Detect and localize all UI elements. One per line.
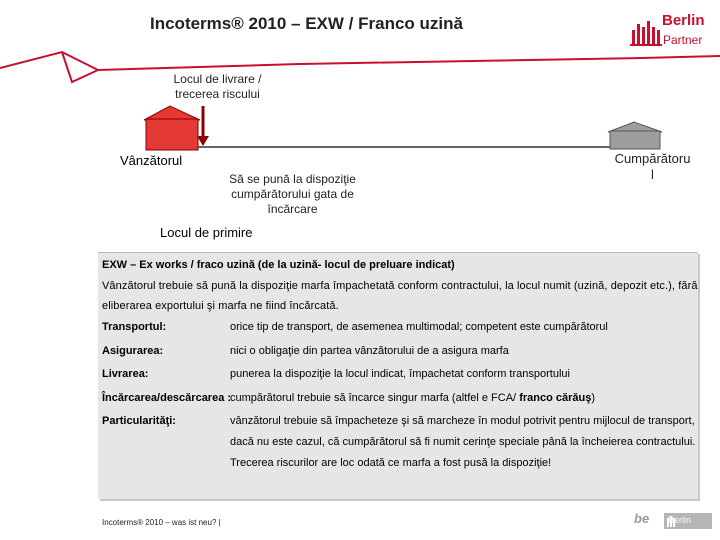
buyer-label xyxy=(605,151,700,183)
footer-logo-be: be xyxy=(634,511,650,526)
row-value: orice tip de transport, de asemenea multimodal; competent este cumpărătorul xyxy=(230,321,608,333)
logo-berlin-text: Berlin xyxy=(662,12,705,29)
seller-house-icon xyxy=(144,106,200,150)
row-value-suffix: ) xyxy=(591,392,596,404)
seller-label: Vânzătorul xyxy=(120,153,183,168)
delivery-arrow-icon xyxy=(197,106,209,146)
row-key: Livrarea: xyxy=(102,368,149,380)
row-value: nici o obligaţie din partea vânzătorului de a asigura marfa xyxy=(230,345,509,357)
row-key: Asigurarea: xyxy=(102,345,164,357)
dispose-label: Să se pună la dispoziţie cumpărătorului gata de încărcare xyxy=(229,172,356,216)
row-value: punerea la dispoziţie la locul indicat, împachetat conform transportului xyxy=(230,368,570,380)
footer-logo-berlin: Berlin xyxy=(668,515,692,525)
row-value-prefix: cumpărătorul trebuie să încarce singur marfa (altfel e FCA/ xyxy=(230,392,520,404)
logo-partner-text: Partner xyxy=(663,33,703,47)
row-key: Încărcarea/descărcarea : xyxy=(102,392,232,404)
buyer-label-line1: Cumpărătoru xyxy=(614,151,691,166)
receipt-point-label: Locul de primire xyxy=(160,225,253,240)
panel-heading: EXW – Ex works / fraco uzină (de la uzină- locul de preluare indicat) xyxy=(102,259,455,271)
buyer-label-line2: l xyxy=(651,167,654,182)
row-value-bold: franco cărăuş xyxy=(519,392,592,404)
row-value xyxy=(230,388,700,409)
row-key: Particularităţi: xyxy=(102,415,176,427)
page-title: Incoterms® 2010 – EXW / Franco uzină xyxy=(150,14,463,33)
delivery-point-label: Locul de livrare / trecerea riscului xyxy=(173,72,262,101)
row-value: vânzătorul trebuie să împacheteze şi să marcheze în modul potrivit pentru mijlocul de transport, dacă nu este cazul, că cumpărătorul să fi numit cerinţe speciale până la încheierea contractului. Trecerea riscurilor are loc odată ce marfa a fost pusă la dispoziţie! xyxy=(230,415,696,469)
buyer-house-icon xyxy=(608,122,662,149)
row-key: Transportul: xyxy=(102,321,167,333)
panel-intro: Vânzătorul trebuie să pună la dispoziţie marfa împachetată conform contractului, la locul numit (uzină, depozit etc.), fără eliberarea exportului şi marfa ne fiind încărcată. xyxy=(102,280,698,312)
footer-text: Incoterms® 2010 – was ist neu? | xyxy=(102,518,221,527)
